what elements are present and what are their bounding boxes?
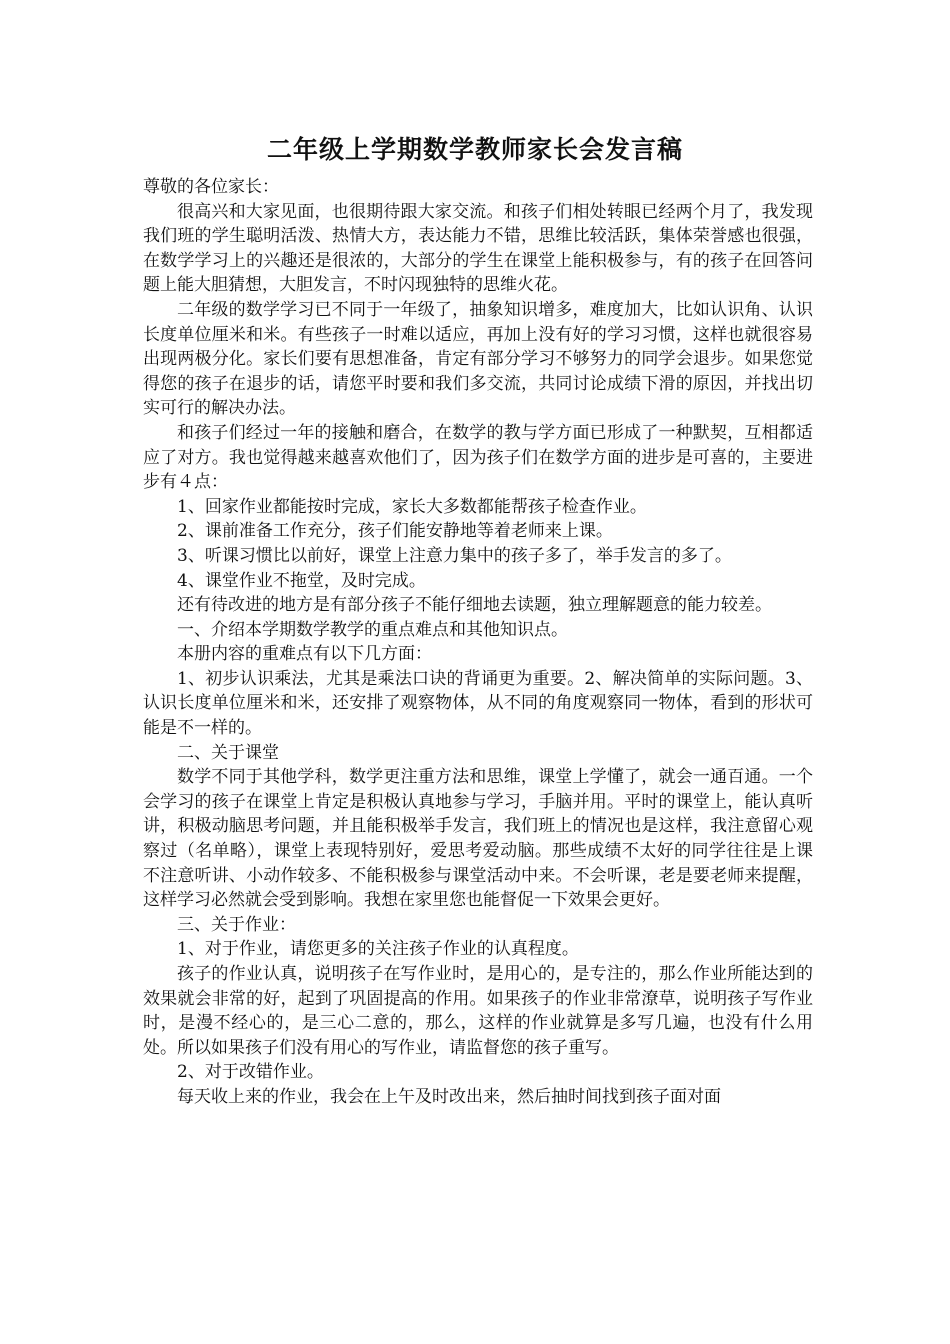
paragraph: 尊敬的各位家长： [143, 177, 279, 197]
document-title: 二年级上学期数学教师家长会发言稿 [266, 135, 683, 164]
paragraph: 数学不同于其他学科，数学更注重方法和思维，课堂上学懂了，就会一通百通。一个会学习的孩子在课堂上肯定是积极认真地参与学习，手脑并用。平时的课堂上，能认真听讲，积极动脑思考问题，并且能积极举手发言，我们班上的情况也是这样，我注意留心观察过（名单略），课堂上表现特别好，爱思考爱动脑。那些成绩不太好的同学往往是上课不注意听讲、小动作较多、不能积极参与课堂活动中来。不会听课，老是要老师来提醒，这样学习必然就会受到影响。我想在家里您也能督促一下效果会更好。 [143, 767, 813, 911]
paragraph: 1、初步认识乘法，尤其是乘法口诀的背诵更为重要。2、解决简单的实际问题。3、认识长度单位厘米和米，还安排了观察物体，从不同的角度观察同一物体，看到的形状可能是不一样的。 [143, 668, 813, 739]
paragraph: 1、对于作业，请您更多的关注孩子作业的认真程度。 [177, 939, 579, 960]
paragraph: 二年级的数学学习已不同于一年级了，抽象知识增多，难度加大，比如认识角、认识长度单位厘米和米。有些孩子一时难以适应，再加上没有好的学习习惯，这样也就很容易出现两极分化。家长们要有思想准备，肯定有部分学习不够努力的同学会退步。如果您觉得您的孩子在退步的话，请您平时要和我们多交流，共同讨论成绩下滑的原因，并找出切实可行的解决办法。 [143, 299, 813, 419]
paragraph: 和孩子们经过一年的接触和磨合，在数学的教与学方面已形成了一种默契，互相都适应了对方。我也觉得越来越喜欢他们了，因为孩子们在数学方面的进步是可喜的，主要进步有４点： [143, 422, 813, 493]
paragraph: 三、关于作业： [177, 914, 296, 935]
paragraph: 孩子的作业认真，说明孩子在写作业时，是用心的，是专注的，那么作业所能达到的效果就会非常的好，起到了巩固提高的作用。如果孩子的作业非常潦草，说明孩子写作业时，是漫不经心的，是三心二意的，那么，这样的作业就算是多写几遍，也没有什么用处。所以如果孩子们没有用心的写作业，请监督您的孩子重写。 [143, 964, 813, 1058]
paragraph: 本册内容的重难点有以下几方面： [177, 644, 432, 665]
paragraph: 2、对于改错作业。 [177, 1062, 324, 1083]
document-body [143, 175, 813, 1110]
paragraph: 3、听课习惯比以前好，课堂上注意力集中的孩子多了，举手发言的多了。 [177, 545, 732, 566]
paragraph: 一、介绍本学期数学教学的重点难点和其他知识点。 [177, 619, 568, 640]
paragraph: 很高兴和大家见面，也很期待跟大家交流。和孩子们相处转眼已经两个月了，我发现我们班的学生聪明活泼、热情大方，表达能力不错，思维比较活跃，集体荣誉感也很强，在数学学习上的兴趣还是很浓的，大部分的学生在课堂上能积极参与，有的孩子在回答问题上能大胆猜想，大胆发言，不时闪现独特的思维火花。 [143, 201, 813, 296]
paragraph: 4、课堂作业不拖堂，及时完成。 [177, 570, 426, 591]
paragraph: 2、课前准备工作充分，孩子们能安静地等着老师来上课。 [177, 521, 613, 542]
paragraph: 二、关于课堂 [177, 742, 279, 763]
paragraph: 还有待改进的地方是有部分孩子不能仔细地去读题，独立理解题意的能力较差。 [177, 595, 772, 616]
paragraph: 1、回家作业都能按时完成，家长大多数都能帮孩子检查作业。 [177, 496, 647, 517]
paragraph: 每天收上来的作业，我会在上午及时改出来，然后抽时间找到孩子面对面 [177, 1086, 721, 1107]
